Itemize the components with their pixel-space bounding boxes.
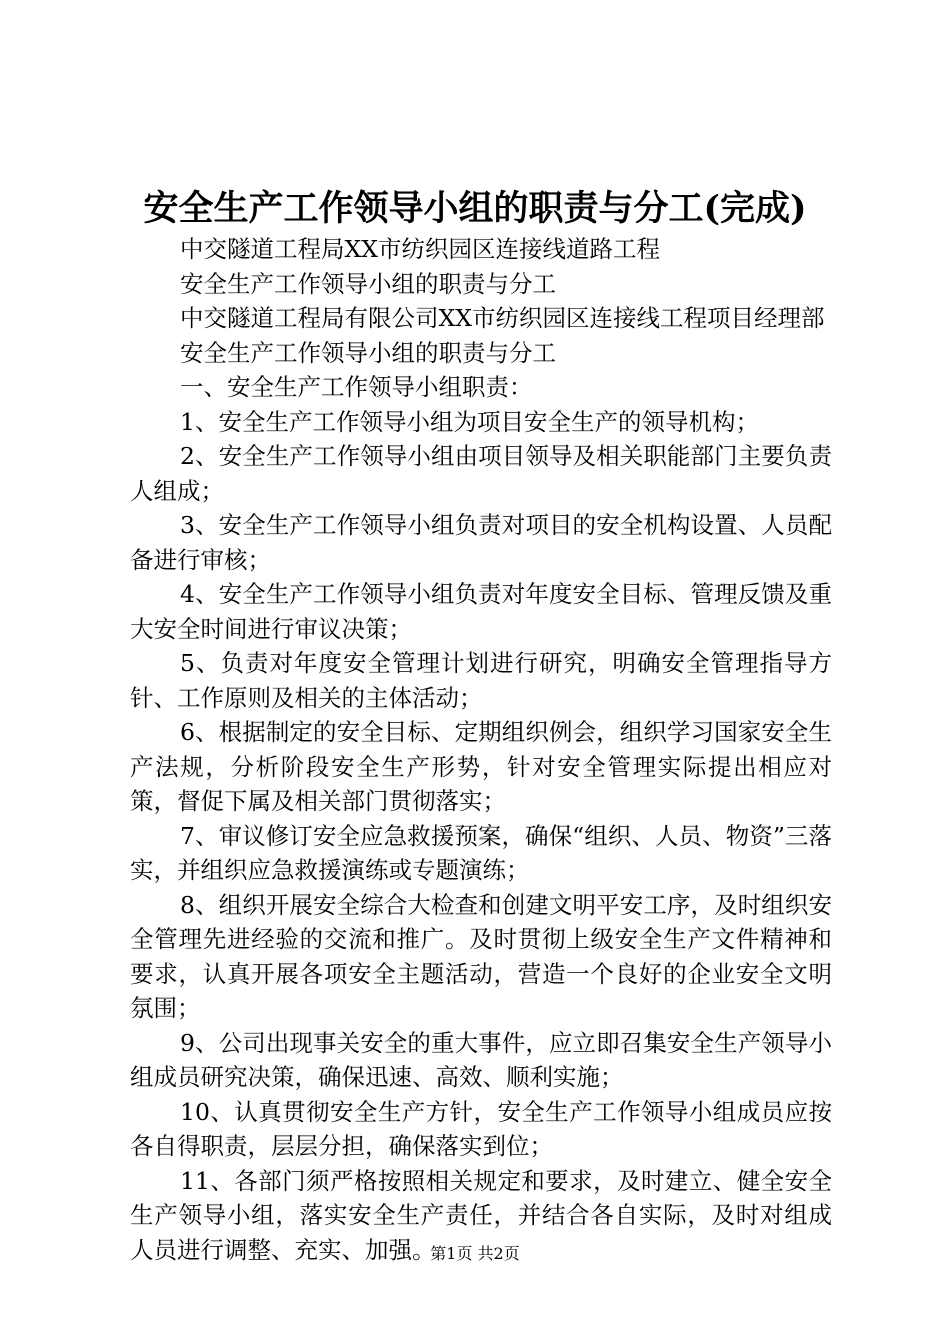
duty-item-11: 11、各部门须严格按照相关规定和要求，及时建立、健全安全生产领导小组，落实安全生产责任，并结合各自实际，及时对组成人员进行调整、充实、加强。: [130, 1166, 832, 1264]
duty-item-3: 3、安全生产工作领导小组负责对项目的安全机构设置、人员配备进行审核；: [130, 511, 832, 574]
duty-item-10: 10、认真贯彻安全生产方针，安全生产工作领导小组成员应按各自得职责，层层分担，确保落实到位；: [130, 1097, 832, 1160]
duty-item-7: 7、审议修订安全应急救援预案，确保“组织、人员、物资”三落实，并组织应急救援演练或专题演练；: [130, 821, 832, 884]
duty-item-4: 4、安全生产工作领导小组负责对年度安全目标、管理反馈及重大安全时间进行审议决策；: [130, 580, 832, 643]
document-title: 安全生产工作领导小组的职责与分工(完成): [143, 188, 807, 229]
subtitle-line: 安全生产工作领导小组的职责与分工: [180, 269, 556, 298]
duty-item-6: 6、根据制定的安全目标、定期组织例会，组织学习国家安全生产法规，分析阶段安全生产形势，针对安全管理实际提出相应对策，督促下属及相关部门贯彻落实；: [130, 718, 832, 815]
organization-line: 中交隧道工程局有限公司XX市纺织园区连接线工程项目经理部: [180, 304, 825, 332]
duty-item-8: 8、组织开展安全综合大检查和创建文明平安工序，及时组织安全管理先进经验的交流和推广。及时贯彻上级安全生产文件精神和要求，认真开展各项安全主题活动，营造一个良好的企业安全文明氛围；: [130, 890, 832, 1022]
duty-item-5: 5、负责对年度安全管理计划进行研究，明确安全管理指导方针、工作原则及相关的主体活动；: [130, 649, 832, 712]
duty-item-2: 2、安全生产工作领导小组由项目领导及相关职能部门主要负责人组成；: [130, 442, 832, 505]
duties-heading: 一、安全生产工作领导小组职责：: [180, 373, 533, 401]
document-body: [130, 232, 832, 1267]
project-name-line: 中交隧道工程局XX市纺织园区连接线道路工程: [180, 235, 660, 263]
page-number-footer: 第1页 共2页: [430, 1244, 520, 1263]
duty-item-9: 9、公司出现事关安全的重大事件，应立即召集安全生产领导小组成员研究决策，确保迅速、高效、顺利实施；: [130, 1028, 832, 1091]
section-heading-line: 安全生产工作领导小组的职责与分工: [180, 338, 556, 367]
duty-item-1: 1、安全生产工作领导小组为项目安全生产的领导机构；: [180, 407, 759, 436]
